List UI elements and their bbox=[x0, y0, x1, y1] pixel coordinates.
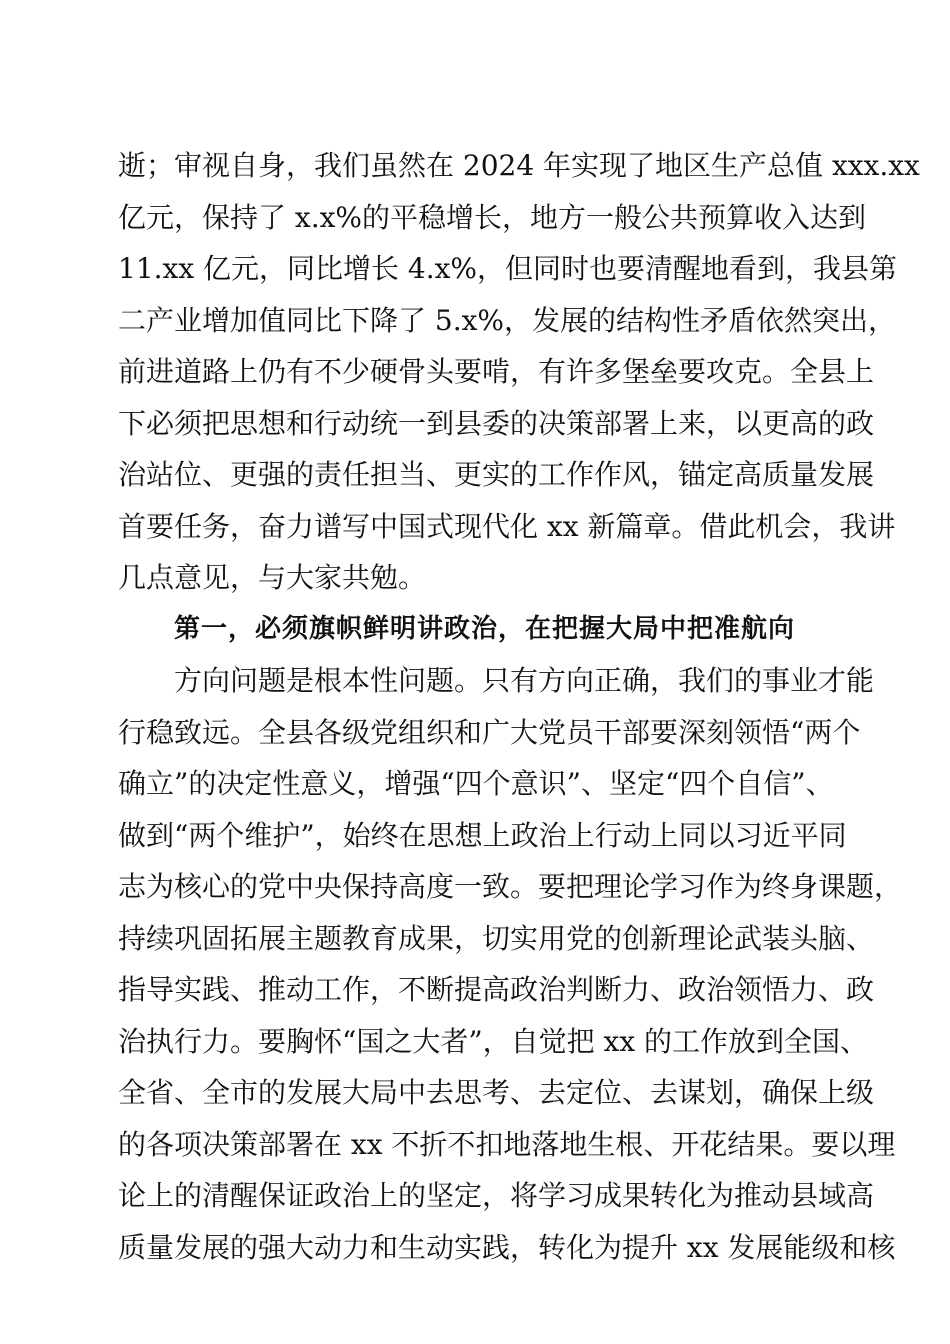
text-line: 亿元，保持了 x.x%的平稳增长，地方一般公共预算收入达到 bbox=[118, 200, 866, 234]
text-line: 持续巩固拓展主题教育成果，切实用党的创新理论武装头脑、 bbox=[118, 921, 875, 955]
text-line: 志为核心的党中央保持高度一致。要把理论学习作为终身课题， bbox=[118, 870, 903, 903]
text-line: 做到“两个维护”，始终在思想上政治上行动上同以习近平同 bbox=[118, 818, 847, 852]
text-line: 二产业增加值同比下降了 5.x%，发展的结构性矛盾依然突出， bbox=[118, 303, 897, 337]
text-line: 指导实践、推动工作，不断提高政治判断力、政治领悟力、政 bbox=[118, 973, 875, 1006]
text-line: 下必须把思想和行动统一到县委的决策部署上来，以更高的政 bbox=[118, 406, 875, 440]
text-line: 全省、全市的发展大局中去思考、去定位、去谋划，确保上级 bbox=[118, 1076, 875, 1109]
text-line: 质量发展的强大动力和生动实践，转化为提升 xx 发展能级和核 bbox=[118, 1230, 896, 1264]
text-line: 论上的清醒保证政治上的坚定，将学习成果转化为推动县域高 bbox=[118, 1179, 875, 1212]
text-line: 治站位、更强的责任担当、更实的工作作风，锚定高质量发展 bbox=[118, 458, 875, 491]
text-line: 逝；审视自身，我们虽然在 2024 年实现了地区生产总值 xxx.xx bbox=[118, 149, 920, 182]
text-line: 首要任务，奋力谱写中国式现代化 xx 新篇章。借此机会，我讲 bbox=[118, 509, 896, 543]
text-line: 行稳致远。全县各级党组织和广大党员干部要深刻领悟“两个 bbox=[118, 715, 861, 749]
section-heading: 第一，必须旗帜鲜明讲政治，在把握大局中把准航向 bbox=[174, 613, 796, 644]
text-line: 方向问题是根本性问题。只有方向正确，我们的事业才能 bbox=[174, 664, 875, 697]
text-line: 治执行力。要胸怀“国之大者”，自觉把 xx 的工作放到全国、 bbox=[118, 1024, 869, 1058]
text-line: 几点意见，与大家共勉。 bbox=[118, 561, 427, 594]
text-line: 前进道路上仍有不少硬骨头要啃，有许多堡垒要攻克。全县上 bbox=[118, 355, 875, 388]
text-line: 的各项决策部署在 xx 不折不扣地落地生根、开花结果。要以理 bbox=[118, 1127, 896, 1161]
text-line: 11.xx 亿元，同比增长 4.x%，但同时也要清醒地看到，我县第 bbox=[118, 252, 898, 285]
document-body bbox=[118, 140, 920, 1273]
text-line: 确立”的决定性意义，增强“四个意识”、坚定“四个自信”、 bbox=[118, 767, 834, 800]
